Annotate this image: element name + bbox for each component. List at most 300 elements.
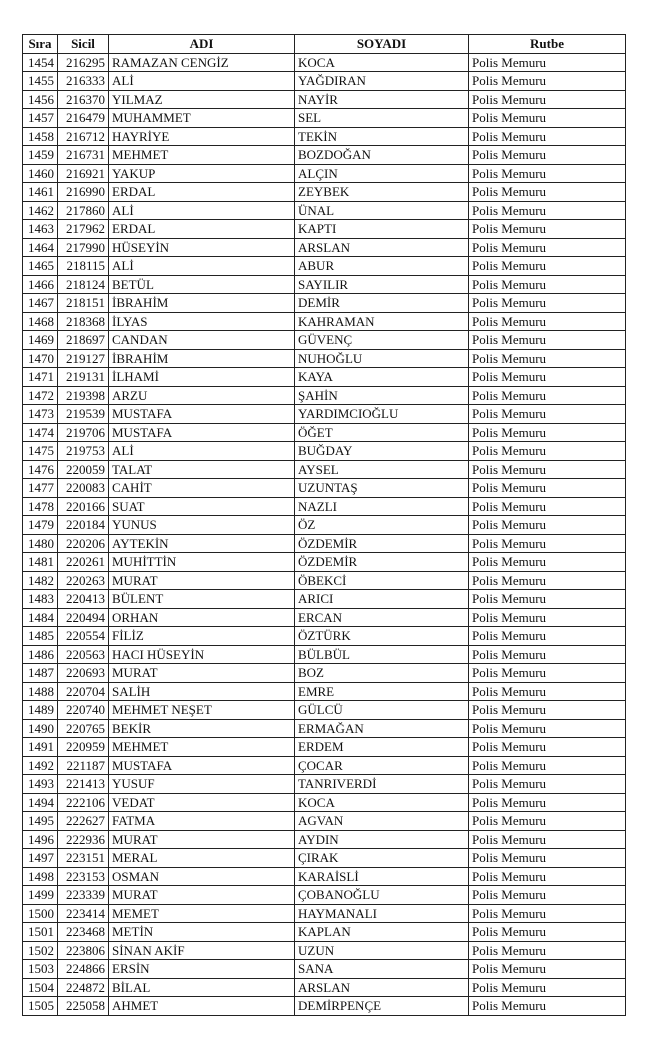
table-row: [23, 405, 626, 424]
cell-soyadi: ÖĞET: [295, 423, 469, 442]
cell-adi: HÜSEYİN: [109, 238, 295, 257]
cell-sira: 1494: [23, 793, 58, 812]
cell-sicil: 216712: [58, 127, 109, 146]
cell-rutbe: Polis Memuru: [469, 368, 626, 387]
cell-sicil: 223806: [58, 941, 109, 960]
cell-soyadi: TEKİN: [295, 127, 469, 146]
cell-adi: MURAT: [109, 664, 295, 683]
cell-soyadi: YARDIMCIOĞLU: [295, 405, 469, 424]
cell-soyadi: BOZ: [295, 664, 469, 683]
table-row: [23, 793, 626, 812]
cell-soyadi: ERDEM: [295, 738, 469, 757]
cell-sicil: 219127: [58, 349, 109, 368]
cell-rutbe: Polis Memuru: [469, 109, 626, 128]
cell-soyadi: GÜLCÜ: [295, 701, 469, 720]
cell-sicil: 219753: [58, 442, 109, 461]
cell-rutbe: Polis Memuru: [469, 590, 626, 609]
table-row: [23, 368, 626, 387]
table-row: [23, 997, 626, 1016]
cell-adi: ORHAN: [109, 608, 295, 627]
table-row: [23, 442, 626, 461]
cell-rutbe: Polis Memuru: [469, 886, 626, 905]
cell-sicil: 220554: [58, 627, 109, 646]
cell-sicil: 216479: [58, 109, 109, 128]
table-row: [23, 127, 626, 146]
table-row: [23, 164, 626, 183]
table-row: [23, 201, 626, 220]
cell-soyadi: KAHRAMAN: [295, 312, 469, 331]
cell-rutbe: Polis Memuru: [469, 830, 626, 849]
cell-sira: 1464: [23, 238, 58, 257]
cell-sira: 1476: [23, 460, 58, 479]
cell-sira: 1505: [23, 997, 58, 1016]
cell-sira: 1502: [23, 941, 58, 960]
cell-soyadi: ARSLAN: [295, 978, 469, 997]
cell-soyadi: KOCA: [295, 53, 469, 72]
header-soyadi: SOYADI: [295, 35, 469, 54]
cell-adi: MEMET: [109, 904, 295, 923]
cell-rutbe: Polis Memuru: [469, 756, 626, 775]
cell-adi: BETÜL: [109, 275, 295, 294]
cell-sira: 1470: [23, 349, 58, 368]
cell-sicil: 218368: [58, 312, 109, 331]
cell-sicil: 218697: [58, 331, 109, 350]
cell-rutbe: Polis Memuru: [469, 238, 626, 257]
table-row: [23, 349, 626, 368]
cell-adi: HAYRİYE: [109, 127, 295, 146]
table-row: [23, 423, 626, 442]
cell-adi: AYTEKİN: [109, 534, 295, 553]
cell-sira: 1468: [23, 312, 58, 331]
cell-adi: ALİ: [109, 72, 295, 91]
cell-sira: 1472: [23, 386, 58, 405]
table-body: [23, 53, 626, 1015]
cell-soyadi: ARSLAN: [295, 238, 469, 257]
cell-soyadi: AYDIN: [295, 830, 469, 849]
cell-sicil: 216370: [58, 90, 109, 109]
cell-sicil: 216921: [58, 164, 109, 183]
table-row: [23, 627, 626, 646]
cell-adi: ARZU: [109, 386, 295, 405]
cell-sicil: 220184: [58, 516, 109, 535]
cell-rutbe: Polis Memuru: [469, 405, 626, 424]
cell-sira: 1471: [23, 368, 58, 387]
cell-sicil: 221187: [58, 756, 109, 775]
cell-sicil: 220206: [58, 534, 109, 553]
table-row: [23, 479, 626, 498]
cell-soyadi: ERCAN: [295, 608, 469, 627]
cell-sira: 1491: [23, 738, 58, 757]
cell-sicil: 217962: [58, 220, 109, 239]
cell-sira: 1495: [23, 812, 58, 831]
cell-rutbe: Polis Memuru: [469, 645, 626, 664]
cell-soyadi: BUĞDAY: [295, 442, 469, 461]
cell-rutbe: Polis Memuru: [469, 941, 626, 960]
header-sira: Sıra: [23, 35, 58, 54]
cell-soyadi: ALÇIN: [295, 164, 469, 183]
cell-adi: FATMA: [109, 812, 295, 831]
table-row: [23, 183, 626, 202]
cell-adi: MURAT: [109, 571, 295, 590]
cell-sicil: 219706: [58, 423, 109, 442]
cell-adi: MUSTAFA: [109, 756, 295, 775]
cell-soyadi: KAPTI: [295, 220, 469, 239]
cell-soyadi: ZEYBEK: [295, 183, 469, 202]
table-row: [23, 701, 626, 720]
cell-sicil: 219131: [58, 368, 109, 387]
table-row: [23, 534, 626, 553]
cell-rutbe: Polis Memuru: [469, 275, 626, 294]
cell-soyadi: SEL: [295, 109, 469, 128]
cell-sicil: 220494: [58, 608, 109, 627]
table-row: [23, 664, 626, 683]
cell-sira: 1485: [23, 627, 58, 646]
cell-sicil: 222627: [58, 812, 109, 831]
cell-sicil: 224866: [58, 960, 109, 979]
table-row: [23, 719, 626, 738]
cell-adi: İLYAS: [109, 312, 295, 331]
cell-sicil: 216731: [58, 146, 109, 165]
cell-soyadi: NAYİR: [295, 90, 469, 109]
cell-soyadi: UZUNTAŞ: [295, 479, 469, 498]
cell-sicil: 218151: [58, 294, 109, 313]
cell-sicil: 220059: [58, 460, 109, 479]
table-header-row: [23, 35, 626, 54]
cell-sira: 1473: [23, 405, 58, 424]
cell-rutbe: Polis Memuru: [469, 904, 626, 923]
table-row: [23, 460, 626, 479]
cell-soyadi: BOZDOĞAN: [295, 146, 469, 165]
cell-rutbe: Polis Memuru: [469, 497, 626, 516]
cell-sicil: 224872: [58, 978, 109, 997]
cell-rutbe: Polis Memuru: [469, 664, 626, 683]
table-row: [23, 497, 626, 516]
cell-soyadi: DEMİRPENÇE: [295, 997, 469, 1016]
cell-sicil: 223153: [58, 867, 109, 886]
cell-rutbe: Polis Memuru: [469, 90, 626, 109]
cell-sicil: 222936: [58, 830, 109, 849]
cell-rutbe: Polis Memuru: [469, 812, 626, 831]
cell-sira: 1499: [23, 886, 58, 905]
table-row: [23, 923, 626, 942]
table-row: [23, 812, 626, 831]
table-row: [23, 830, 626, 849]
cell-adi: FİLİZ: [109, 627, 295, 646]
cell-rutbe: Polis Memuru: [469, 220, 626, 239]
cell-soyadi: ÇOCAR: [295, 756, 469, 775]
header-adi: ADI: [109, 35, 295, 54]
cell-sira: 1461: [23, 183, 58, 202]
cell-sira: 1484: [23, 608, 58, 627]
cell-sira: 1490: [23, 719, 58, 738]
cell-adi: MUHİTTİN: [109, 553, 295, 572]
cell-rutbe: Polis Memuru: [469, 793, 626, 812]
table-row: [23, 331, 626, 350]
table-row: [23, 978, 626, 997]
cell-soyadi: NUHOĞLU: [295, 349, 469, 368]
cell-adi: SİNAN AKİF: [109, 941, 295, 960]
cell-rutbe: Polis Memuru: [469, 960, 626, 979]
cell-soyadi: ARICI: [295, 590, 469, 609]
table-row: [23, 941, 626, 960]
cell-rutbe: Polis Memuru: [469, 553, 626, 572]
cell-sira: 1475: [23, 442, 58, 461]
cell-sira: 1455: [23, 72, 58, 91]
cell-soyadi: AYSEL: [295, 460, 469, 479]
cell-adi: BÜLENT: [109, 590, 295, 609]
cell-rutbe: Polis Memuru: [469, 849, 626, 868]
cell-sicil: 220740: [58, 701, 109, 720]
cell-sira: 1498: [23, 867, 58, 886]
table-row: [23, 645, 626, 664]
cell-adi: MURAT: [109, 830, 295, 849]
cell-soyadi: SANA: [295, 960, 469, 979]
cell-soyadi: ERMAĞAN: [295, 719, 469, 738]
cell-adi: BİLAL: [109, 978, 295, 997]
cell-adi: ERDAL: [109, 220, 295, 239]
cell-adi: YAKUP: [109, 164, 295, 183]
cell-sira: 1458: [23, 127, 58, 146]
cell-rutbe: Polis Memuru: [469, 867, 626, 886]
cell-sira: 1493: [23, 775, 58, 794]
cell-sira: 1501: [23, 923, 58, 942]
cell-rutbe: Polis Memuru: [469, 386, 626, 405]
cell-adi: CAHİT: [109, 479, 295, 498]
cell-rutbe: Polis Memuru: [469, 682, 626, 701]
cell-sira: 1460: [23, 164, 58, 183]
cell-rutbe: Polis Memuru: [469, 53, 626, 72]
cell-adi: ALİ: [109, 442, 295, 461]
cell-adi: YUNUS: [109, 516, 295, 535]
table-row: [23, 682, 626, 701]
cell-soyadi: ÇOBANOĞLU: [295, 886, 469, 905]
cell-soyadi: ÖZDEMİR: [295, 534, 469, 553]
header-sicil: Sicil: [58, 35, 109, 54]
table-row: [23, 886, 626, 905]
cell-rutbe: Polis Memuru: [469, 127, 626, 146]
cell-sicil: 216333: [58, 72, 109, 91]
cell-rutbe: Polis Memuru: [469, 423, 626, 442]
cell-rutbe: Polis Memuru: [469, 183, 626, 202]
table-row: [23, 608, 626, 627]
cell-sira: 1487: [23, 664, 58, 683]
cell-sicil: 220563: [58, 645, 109, 664]
cell-sicil: 223468: [58, 923, 109, 942]
table-row: [23, 960, 626, 979]
cell-soyadi: ÖZDEMİR: [295, 553, 469, 572]
cell-sicil: 223414: [58, 904, 109, 923]
cell-adi: MEHMET: [109, 146, 295, 165]
cell-sicil: 220263: [58, 571, 109, 590]
cell-soyadi: KAYA: [295, 368, 469, 387]
cell-soyadi: BÜLBÜL: [295, 645, 469, 664]
cell-adi: RAMAZAN CENGİZ: [109, 53, 295, 72]
table-row: [23, 294, 626, 313]
cell-soyadi: ÖZ: [295, 516, 469, 535]
cell-rutbe: Polis Memuru: [469, 72, 626, 91]
cell-sicil: 219398: [58, 386, 109, 405]
cell-adi: ALİ: [109, 201, 295, 220]
table-row: [23, 756, 626, 775]
cell-sira: 1477: [23, 479, 58, 498]
cell-sicil: 220693: [58, 664, 109, 683]
table-row: [23, 386, 626, 405]
cell-rutbe: Polis Memuru: [469, 331, 626, 350]
header-rutbe: Rutbe: [469, 35, 626, 54]
cell-adi: MUHAMMET: [109, 109, 295, 128]
cell-sicil: 220083: [58, 479, 109, 498]
cell-sicil: 220261: [58, 553, 109, 572]
cell-adi: METİN: [109, 923, 295, 942]
cell-soyadi: KOCA: [295, 793, 469, 812]
cell-sira: 1469: [23, 331, 58, 350]
cell-rutbe: Polis Memuru: [469, 978, 626, 997]
cell-rutbe: Polis Memuru: [469, 923, 626, 942]
table-row: [23, 53, 626, 72]
cell-adi: İLHAMİ: [109, 368, 295, 387]
cell-sira: 1496: [23, 830, 58, 849]
cell-adi: MUSTAFA: [109, 423, 295, 442]
cell-sicil: 218115: [58, 257, 109, 276]
table-row: [23, 553, 626, 572]
cell-rutbe: Polis Memuru: [469, 146, 626, 165]
cell-adi: MERAL: [109, 849, 295, 868]
cell-soyadi: EMRE: [295, 682, 469, 701]
cell-adi: MEHMET: [109, 738, 295, 757]
cell-sira: 1459: [23, 146, 58, 165]
cell-soyadi: HAYMANALI: [295, 904, 469, 923]
cell-rutbe: Polis Memuru: [469, 312, 626, 331]
cell-soyadi: DEMİR: [295, 294, 469, 313]
cell-rutbe: Polis Memuru: [469, 164, 626, 183]
table-row: [23, 72, 626, 91]
table-row: [23, 571, 626, 590]
cell-sira: 1467: [23, 294, 58, 313]
cell-sicil: 220413: [58, 590, 109, 609]
table-row: [23, 590, 626, 609]
cell-rutbe: Polis Memuru: [469, 257, 626, 276]
cell-adi: CANDAN: [109, 331, 295, 350]
cell-sira: 1454: [23, 53, 58, 72]
table-row: [23, 109, 626, 128]
cell-adi: YILMAZ: [109, 90, 295, 109]
cell-adi: VEDAT: [109, 793, 295, 812]
cell-sira: 1462: [23, 201, 58, 220]
cell-adi: YUSUF: [109, 775, 295, 794]
cell-rutbe: Polis Memuru: [469, 701, 626, 720]
cell-soyadi: NAZLI: [295, 497, 469, 516]
cell-sicil: 217860: [58, 201, 109, 220]
cell-sicil: 222106: [58, 793, 109, 812]
cell-sira: 1463: [23, 220, 58, 239]
cell-sicil: 220704: [58, 682, 109, 701]
cell-sira: 1478: [23, 497, 58, 516]
cell-sicil: 220765: [58, 719, 109, 738]
table-row: [23, 220, 626, 239]
cell-soyadi: GÜVENÇ: [295, 331, 469, 350]
cell-rutbe: Polis Memuru: [469, 738, 626, 757]
cell-rutbe: Polis Memuru: [469, 627, 626, 646]
cell-sira: 1503: [23, 960, 58, 979]
cell-rutbe: Polis Memuru: [469, 571, 626, 590]
cell-adi: MUSTAFA: [109, 405, 295, 424]
table-row: [23, 257, 626, 276]
cell-adi: ERDAL: [109, 183, 295, 202]
cell-sira: 1466: [23, 275, 58, 294]
cell-rutbe: Polis Memuru: [469, 460, 626, 479]
cell-sira: 1488: [23, 682, 58, 701]
cell-soyadi: SAYILIR: [295, 275, 469, 294]
cell-sira: 1492: [23, 756, 58, 775]
cell-sira: 1479: [23, 516, 58, 535]
cell-sira: 1486: [23, 645, 58, 664]
cell-soyadi: UZUN: [295, 941, 469, 960]
cell-rutbe: Polis Memuru: [469, 534, 626, 553]
cell-adi: ALİ: [109, 257, 295, 276]
table-row: [23, 738, 626, 757]
cell-adi: MURAT: [109, 886, 295, 905]
cell-adi: HACI HÜSEYİN: [109, 645, 295, 664]
cell-soyadi: TANRIVERDİ: [295, 775, 469, 794]
cell-soyadi: ŞAHİN: [295, 386, 469, 405]
cell-sicil: 223339: [58, 886, 109, 905]
cell-soyadi: YAĞDIRAN: [295, 72, 469, 91]
cell-adi: TALAT: [109, 460, 295, 479]
cell-rutbe: Polis Memuru: [469, 516, 626, 535]
cell-rutbe: Polis Memuru: [469, 719, 626, 738]
cell-adi: SALİH: [109, 682, 295, 701]
cell-sira: 1457: [23, 109, 58, 128]
cell-adi: MEHMET NEŞET: [109, 701, 295, 720]
cell-sira: 1465: [23, 257, 58, 276]
table-row: [23, 849, 626, 868]
cell-rutbe: Polis Memuru: [469, 997, 626, 1016]
cell-adi: İBRAHİM: [109, 349, 295, 368]
cell-sicil: 223151: [58, 849, 109, 868]
cell-sira: 1481: [23, 553, 58, 572]
cell-adi: AHMET: [109, 997, 295, 1016]
cell-sira: 1456: [23, 90, 58, 109]
cell-sira: 1500: [23, 904, 58, 923]
table-row: [23, 867, 626, 886]
cell-sicil: 219539: [58, 405, 109, 424]
cell-soyadi: ÖZTÜRK: [295, 627, 469, 646]
cell-sicil: 221413: [58, 775, 109, 794]
cell-sicil: 220166: [58, 497, 109, 516]
cell-rutbe: Polis Memuru: [469, 775, 626, 794]
cell-rutbe: Polis Memuru: [469, 349, 626, 368]
cell-adi: BEKİR: [109, 719, 295, 738]
table-row: [23, 904, 626, 923]
personnel-table: [22, 34, 626, 1016]
cell-rutbe: Polis Memuru: [469, 442, 626, 461]
table-row: [23, 238, 626, 257]
cell-sira: 1483: [23, 590, 58, 609]
cell-adi: ERSİN: [109, 960, 295, 979]
cell-sicil: 217990: [58, 238, 109, 257]
cell-rutbe: Polis Memuru: [469, 201, 626, 220]
cell-sicil: 216295: [58, 53, 109, 72]
cell-soyadi: KAPLAN: [295, 923, 469, 942]
cell-rutbe: Polis Memuru: [469, 608, 626, 627]
table-row: [23, 146, 626, 165]
cell-adi: SUAT: [109, 497, 295, 516]
cell-sira: 1497: [23, 849, 58, 868]
cell-soyadi: ABUR: [295, 257, 469, 276]
cell-sicil: 218124: [58, 275, 109, 294]
table-row: [23, 312, 626, 331]
cell-sicil: 220959: [58, 738, 109, 757]
